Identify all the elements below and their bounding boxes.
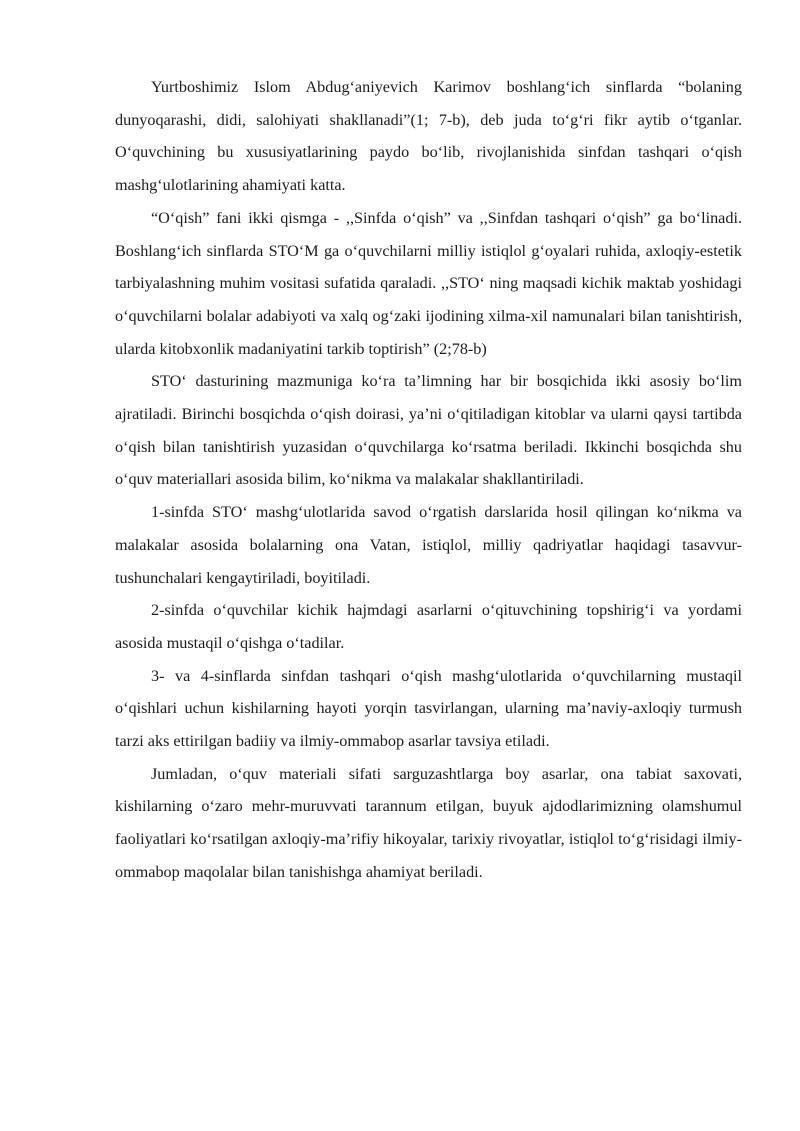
paragraph-6: 3- va 4-sinflarda sinfdan tashqari o‘qish mashg‘ulotlarida o‘quvchilarning mustaqil o‘qishlari uchun kishilarning hayoti yorqin tasvirlangan, ularning ma’naviy-axloqiy turmush tarzi aks ettirilgan badiiy va ilmiy-ommabop asarlar tavsiya etiladi. [115, 666, 742, 751]
paragraph-1: Yurtboshimiz Islom Abdug‘aniyevich Karimov boshlang‘ich sinflarda “bolaning dunyoqarashi, didi, salohiyati shakllanadi”(1; 7-b), deb juda to‘g‘ri fikr aytib o‘tganlar. O‘quvchining bu xususiyatlarining paydo bo‘lib, rivojlanishida sinfdan tashqari o‘qish mashg‘ulotlarining ahamiyati katta. [115, 78, 742, 195]
paragraph-2: “O‘qish” fani ikki qismga - ,,Sinfda o‘qish” va ,,Sinfdan tashqari o‘qish” ga bo‘linadi. Boshlang‘ich sinflarda STO‘M ga o‘quvchilarni milliy istiqlol g‘oyalari ruhida, axloqiy-estetik tarbiyalashning muhim vositasi sufatida qaraladi. ,,STO‘ ning maqsadi kichik maktab yoshidagi o‘quvchilarni bolalar adabiyoti va xalq og‘zaki ijodining xilma-xil namunalari bilan tanishtirish, ularda kitobxonlik madaniyatini tarkib toptirish” (2;78-b) [115, 208, 742, 358]
paragraph-5: 2-sinfda o‘quvchilar kichik hajmdagi asarlarni o‘qituvchining topshirig‘i va yordami asosida mustaqil o‘qishga o‘tadilar. [115, 601, 742, 652]
document-page [115, 71, 742, 889]
paragraph-7: Jumladan, o‘quv materiali sifati sarguzashtlarga boy asarlar, ona tabiat saxovati, kishilarning o‘zaro mehr-muruvvati tarannum etilgan, buyuk ajdodlarimizning olamshumul faoliyatlari ko‘rsatilgan axloqiy-ma’rifiy hikoyalar, tarixiy rivoyatlar, istiqlol to‘g‘risidagi ilmiy-ommabop maqolalar bilan tanishishga ahamiyat beriladi. [115, 764, 742, 881]
paragraph-3: STO‘ dasturining mazmuniga ko‘ra ta’limning har bir bosqichida ikki asosiy bo‘lim ajratiladi. Birinchi bosqichda o‘qish doirasi, ya’ni o‘qitiladigan kitoblar va ularni qaysi tartibda o‘qish bilan tanishtirish yuzasidan o‘quvchilarga ko‘rsatma beriladi. Ikkinchi bosqichda shu o‘quv materiallari asosida bilim, ko‘nikma va malakalar shakllantiriladi. [115, 372, 742, 489]
paragraph-4: 1-sinfda STO‘ mashg‘ulotlarida savod o‘rgatish darslarida hosil qilingan ko‘nikma va malakalar asosida bolalarning ona Vatan, istiqlol, milliy qadriyatlar haqidagi tasavvur-tushunchalari kengaytiriladi, boyitiladi. [115, 503, 742, 587]
